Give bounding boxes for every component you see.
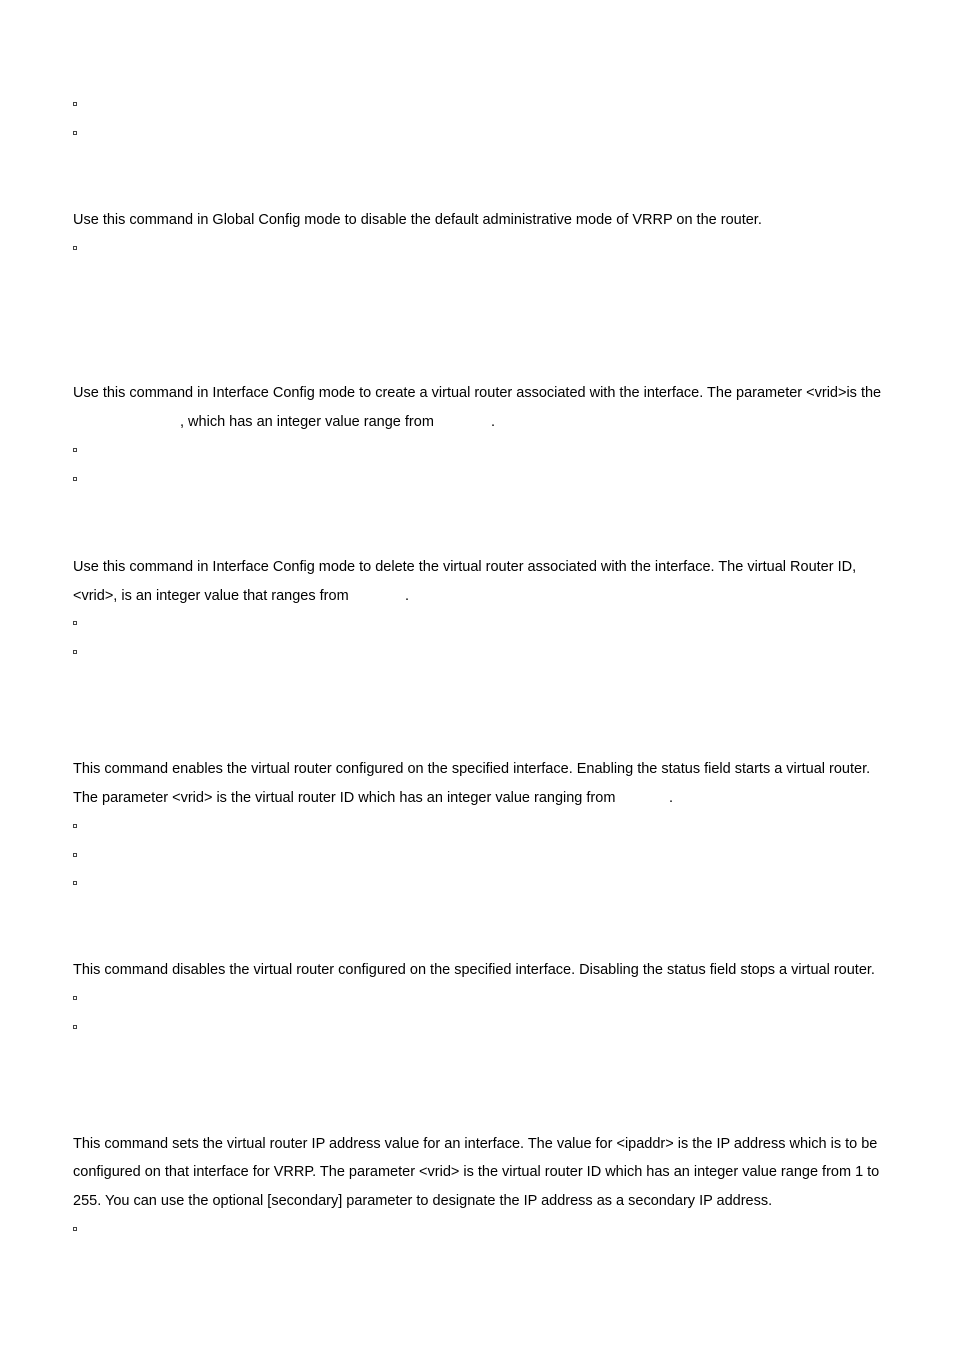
list-bullet	[73, 650, 77, 654]
list-bullet	[73, 131, 77, 135]
list-bullet	[73, 996, 77, 1000]
paragraph-create-router-line2-end: .	[491, 414, 496, 430]
list-bullet	[73, 853, 77, 857]
paragraph-router-ip-line3: 255. You can use the optional [secondary] parameter to designate the IP address as a secondary IP address.	[73, 1193, 773, 1209]
paragraph-create-router-line1: Use this command in Interface Config mode to create a virtual router associated with the interface. The parameter <vrid>is the	[73, 385, 882, 401]
list-bullet	[73, 1227, 77, 1231]
list-bullet	[73, 621, 77, 625]
paragraph-enable-router-line2: The parameter <vrid> is the virtual router ID which has an integer value ranging from	[73, 790, 616, 806]
paragraph-enable-router-line1: This command enables the virtual router configured on the specified interface. Enabling the status field starts a virtual router.	[73, 761, 871, 777]
paragraph-disable-vrrp: Use this command in Global Config mode to disable the default administrative mode of VRRP on the router.	[73, 212, 762, 228]
list-bullet	[73, 1025, 77, 1029]
list-bullet	[73, 477, 77, 481]
paragraph-create-router-line2: , which has an integer value range from	[180, 414, 434, 430]
paragraph-delete-router-line2: <vrid>, is an integer value that ranges from	[73, 588, 349, 604]
paragraph-delete-router-line1: Use this command in Interface Config mode to delete the virtual router associated with the interface. The virtual Router ID,	[73, 559, 857, 575]
list-bullet	[73, 881, 77, 885]
paragraph-router-ip-line2: configured on that interface for VRRP. The parameter <vrid> is the virtual router ID which has an integer value range from 1 to	[73, 1164, 880, 1180]
list-bullet	[73, 246, 77, 250]
list-bullet	[73, 448, 77, 452]
paragraph-enable-router-line2-end: .	[669, 790, 674, 806]
list-bullet	[73, 824, 77, 828]
list-bullet	[73, 102, 77, 106]
paragraph-delete-router-line2-end: .	[405, 588, 410, 604]
paragraph-router-ip-line1: This command sets the virtual router IP address value for an interface. The value for <ipaddr> is the IP address which is to be	[73, 1136, 878, 1152]
paragraph-disable-router: This command disables the virtual router configured on the specified interface. Disabling the status field stops a virtual router.	[73, 962, 875, 978]
